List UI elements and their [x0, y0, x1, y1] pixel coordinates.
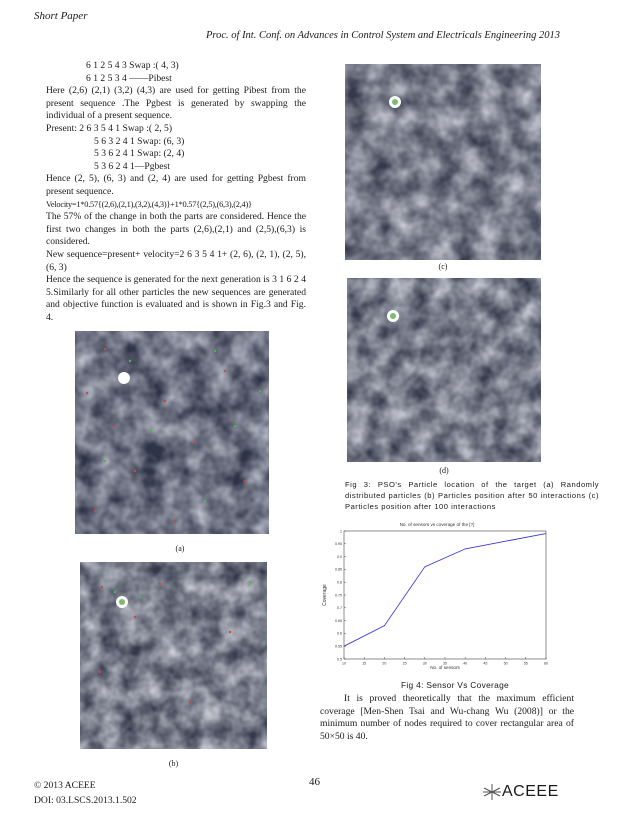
aceee-logo-text: ACEEE	[502, 783, 559, 800]
x-tick-label: 30	[422, 661, 427, 666]
footer-doi: DOI: 03.LSCS.2013.1.502	[34, 795, 137, 806]
paragraph-pgbest: Hence (2, 5), (6, 3) and (2, 4) are used for getting Pgbest from present sequence.	[46, 173, 306, 197]
figure-a-particle-image	[75, 331, 269, 534]
paragraph-generation: Hence the sequence is generated for the next generation is 3 1 6 2 4 5.Similarly for all other particles the new sequences are generated and objective function is evaluated and is shown in Fig.3 and Fig. 4.	[46, 274, 306, 323]
figure-b-particle-image	[80, 562, 267, 749]
chart-svg	[320, 518, 554, 670]
present-line: Present: 2 6 3 5 4 1 Swap :( 2, 5)	[46, 122, 173, 134]
x-tick-label: 15	[362, 661, 367, 666]
swap-line-1: 6 1 2 5 4 3 Swap :( 4, 3)	[86, 60, 179, 71]
x-tick-label: 50	[503, 661, 508, 666]
caption-b: (b)	[168, 759, 179, 768]
y-tick-label: 1	[340, 529, 342, 534]
figure-d-texture	[347, 278, 541, 462]
swap-line-3: 5 6 3 2 4 1 Swap: (6, 3)	[94, 135, 185, 147]
x-tick-label: 25	[402, 661, 407, 666]
header-proceedings: Proc. of Int. Conf. on Advances in Control System and Electricals Engineering 2013	[206, 30, 560, 41]
aceee-logo	[482, 782, 559, 802]
y-tick-label: 0.85	[335, 567, 342, 572]
x-tick-label: 10	[342, 661, 346, 666]
aceee-star-icon	[482, 783, 502, 801]
y-axis-label: Coverage	[322, 584, 328, 606]
swap-line-2: 6 1 2 5 3 4 ——Pibest	[86, 72, 172, 84]
footer-copyright: © 2013 ACEEE	[34, 780, 96, 791]
figure-c-texture	[345, 64, 541, 260]
y-tick-label: 0.75	[335, 593, 342, 598]
caption-d: (d)	[439, 466, 449, 475]
y-tick-label: 0.9	[337, 554, 342, 559]
paragraph-pibest: Here (2,6) (2,1) (3,2) (4,3) are used for getting Pibest from the present sequence .The Pgbest is generated by swapping the individual of a present sequence.	[46, 85, 306, 122]
figure-b-texture	[80, 562, 267, 749]
x-tick-label: 60	[544, 661, 548, 666]
figure-4-chart	[320, 518, 554, 670]
y-tick-label: 0.8	[337, 580, 342, 585]
figure-a-texture	[75, 331, 269, 534]
x-tick-label: 20	[382, 661, 387, 666]
x-tick-label: 35	[443, 661, 447, 666]
paragraph-efficient-coverage: It is proved theoretically that the maximum efficient coverage [Men-Shen Tsai and Wu-chang Wu (2008)] or the minimum number of nodes required to cover rectangular area of 50×50 is 40.	[320, 693, 574, 742]
x-tick-label: 45	[483, 661, 488, 666]
plot-frame	[344, 531, 546, 659]
figure-4-caption: Fig 4: Sensor Vs Coverage	[400, 680, 510, 690]
y-tick-label: 0.7	[337, 606, 342, 611]
y-tick-label: 0.5	[337, 657, 342, 662]
figure-c-particle-image	[345, 64, 541, 260]
chart-title: No. of sensors vs coverage of the [?]	[399, 522, 475, 527]
swap-line-5: 5 3 6 2 4 1—Pgbest	[94, 160, 170, 172]
figure-d-particle-image	[347, 278, 541, 462]
y-tick-label: 0.65	[335, 618, 342, 623]
x-tick-label: 40	[463, 661, 468, 666]
y-tick-label: 0.95	[335, 542, 342, 547]
caption-a: (a)	[175, 544, 185, 553]
paragraph-57-percent: The 57% of the change in both the parts are considered. Hence the first two changes in both the parts (2,6),(2,1) and (2,5),(6,3) is considered.	[46, 211, 306, 248]
x-axis-label: No. of sensors	[430, 665, 460, 670]
swap-line-4: 5 3 6 2 4 1 Swap: (2, 4)	[94, 148, 185, 160]
caption-c: (c)	[438, 262, 448, 271]
velocity-equation: Velocity=1*0.57{(2,6),(2,1),(3,2),(4,3)}+1*0.57{(2,5),(6,3),(2,4)}	[46, 199, 252, 209]
y-tick-label: 0.55	[335, 644, 342, 649]
paragraph-new-sequence: New sequence=present+ velocity=2 6 3 5 4 1+ (2, 6), (2, 1), (2, 5), (6, 3)	[46, 248, 306, 273]
figure-3-caption: Fig 3: PSO's Particle location of the target (a) Randomly distributed particles (b) Particles position after 50 interactions (c) Particles position after 100 interactions	[345, 480, 599, 511]
y-tick-label: 0.6	[337, 631, 342, 636]
page-number: 46	[309, 776, 320, 788]
x-tick-label: 55	[523, 661, 528, 666]
header-short-paper: Short Paper	[34, 10, 88, 22]
left-text-column	[34, 60, 306, 324]
